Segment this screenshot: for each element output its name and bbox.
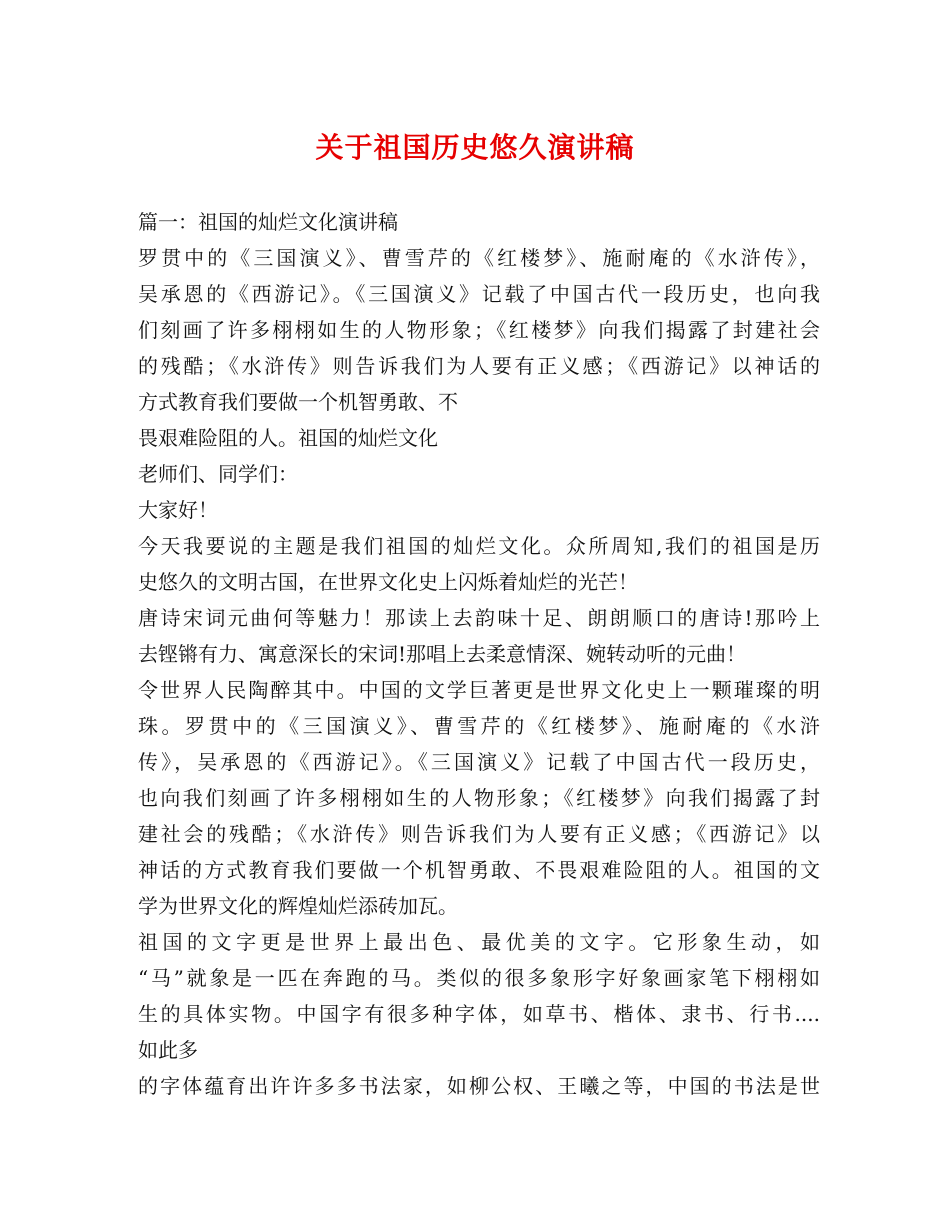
text-line: 史悠久的文明古国，在世界文化史上闪烁着灿烂的光芒！: [138, 570, 638, 594]
text-line: 大家好！: [138, 498, 218, 522]
text-line: 传》，吴承恩的《西游记》。《三国演义》记载了中国古代一段历史，: [138, 750, 820, 774]
document-body: [138, 204, 820, 1104]
text-line: 去铿锵有力、寓意深长的宋词!那唱上去柔意情深、婉转动听的元曲！: [138, 642, 747, 666]
text-line: 神话的方式教育我们要做一个机智勇敢、不畏艰难险阻的人。祖国的文: [138, 858, 820, 882]
document-title: 关于祖国历史悠久演讲稿: [315, 131, 635, 164]
text-line: 如此多: [138, 1038, 198, 1062]
text-line: 们刻画了许多栩栩如生的人物形象；《红楼梦》向我们揭露了封建社会: [138, 318, 820, 342]
text-line: 学为世界文化的辉煌灿烂添砖加瓦。: [138, 894, 458, 918]
text-line: 今天我要说的主题是我们祖国的灿烂文化。众所周知,我们的祖国是历: [138, 534, 820, 558]
text-line: 珠。罗贯中的《三国演义》、曹雪芹的《红楼梦》、施耐庵的《水浒: [138, 714, 820, 738]
text-line: 方式教育我们要做一个机智勇敢、不: [138, 390, 458, 414]
text-line: 的字体蕴育出许许多多书法家，如柳公权、王曦之等，中国的书法是世: [138, 1074, 820, 1098]
text-line: 也向我们刻画了许多栩栩如生的人物形象；《红楼梦》向我们揭露了封: [138, 786, 820, 810]
text-line: 唐诗宋词元曲何等魅力！那读上去韵味十足、朗朗顺口的唐诗!那吟上: [138, 606, 820, 630]
text-line: 篇一：祖国的灿烂文化演讲稿: [138, 210, 398, 234]
text-line: 祖国的文字更是世界上最出色、最优美的文字。它形象生动，如: [138, 930, 820, 954]
text-line: 老师们、同学们：: [138, 462, 298, 486]
text-line: “马”就象是一匹在奔跑的马。类似的很多象形字好象画家笔下栩栩如: [138, 966, 820, 990]
text-line: 建社会的残酷；《水浒传》则告诉我们为人要有正义感；《西游记》以: [138, 822, 820, 846]
text-line: 生的具体实物。中国字有很多种字体，如草书、楷体、隶书、行书....: [138, 1002, 820, 1026]
text-line: 畏艰难险阻的人。祖国的灿烂文化: [138, 426, 438, 450]
text-line: 的残酷；《水浒传》则告诉我们为人要有正义感；《西游记》以神话的: [138, 354, 820, 378]
text-line: 吴承恩的《西游记》。《三国演义》记载了中国古代一段历史，也向我: [138, 282, 820, 306]
text-line: 令世界人民陶醉其中。中国的文学巨著更是世界文化史上一颗璀璨的明: [138, 678, 820, 702]
text-line: 罗贯中的《三国演义》、曹雪芹的《红楼梦》、施耐庵的《水浒传》，: [138, 246, 820, 270]
